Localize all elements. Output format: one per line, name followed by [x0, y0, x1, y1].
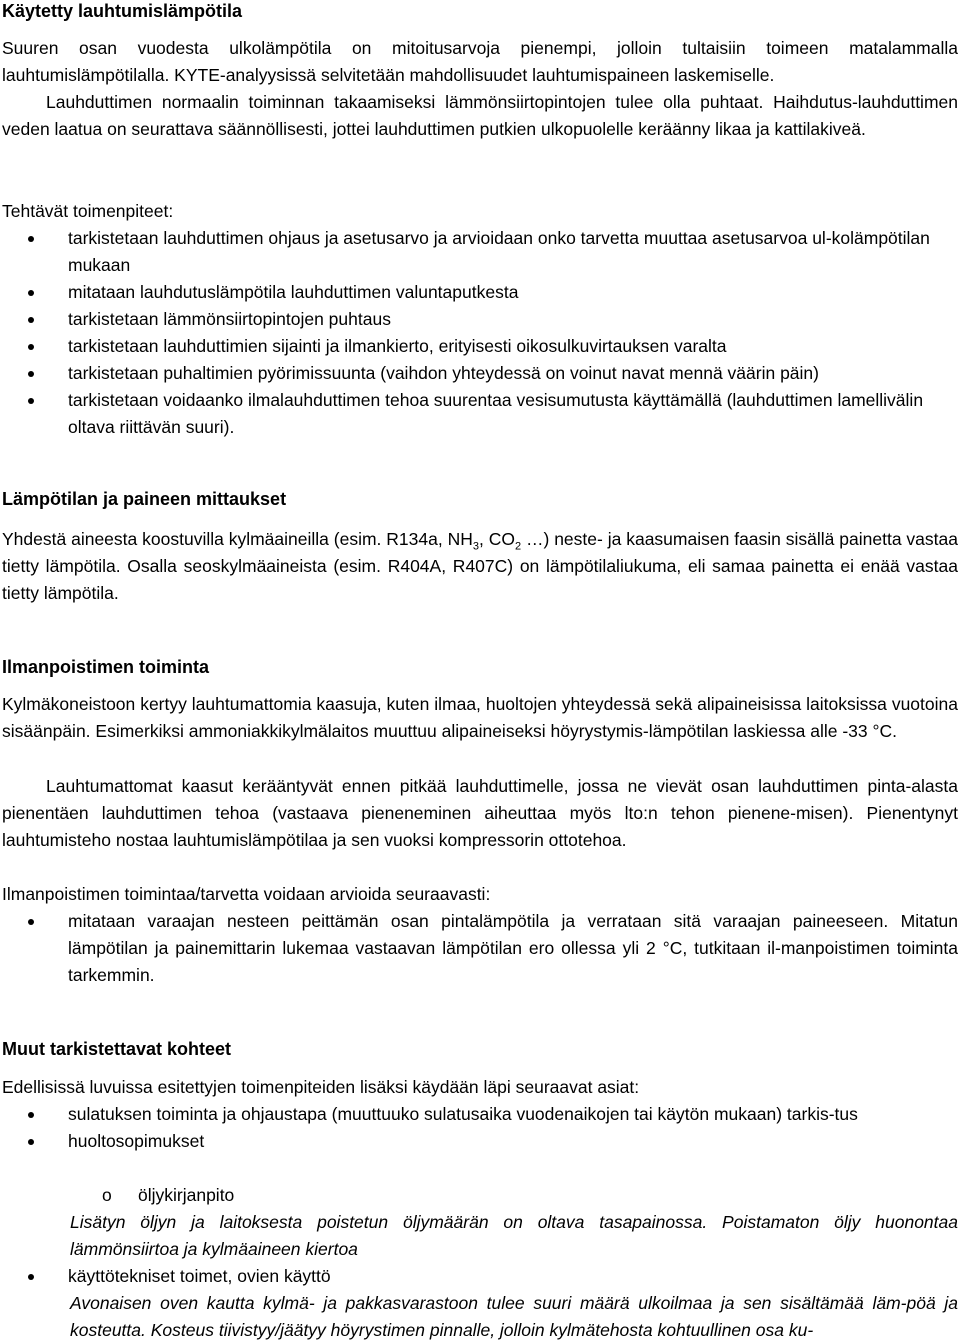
list-item: tarkistetaan lämmönsiirtopintojen puhtaus — [2, 306, 958, 333]
sub-item-oil-log — [2, 1182, 960, 1209]
list-item: sulatuksen toiminta ja ohjaustapa (muuttuuko sulatusaika vuodenaikojen tai käytön mukaan) tarkis-tus — [2, 1101, 958, 1128]
air-purger-list — [2, 908, 958, 989]
paragraph-refrigerants: Yhdestä aineesta koostuvilla kylmäaineilla (esim. R134a, $NH_3$, $CO_2$ …) neste- ja kaasumaisen faasin sisällä painetta vastaa tietty lämpötila. Osalla seoskylmäaineista (esim. R404A, R407C) on lämpötilaliukuma, eli samaa painetta ei enää vastaa tietty lämpötila. — [2, 529, 958, 603]
paragraph-condensing-intro: Suuren osan vuodesta ulkolämpötila on mitoitusarvoja pienempi, jolloin tultaisiin toimeen matalammalla lauhtumislämpötilalla. KYTE-analyysissä selvitetään mahdollisuudet lauhtumispaineen laskemiselle. — [2, 38, 958, 85]
list-item: mitataan varaajan nesteen peittämän osan pintalämpötila ja verrataan sitä varaajan paineeseen. Mitatun lämpötilan ja painemittarin lukemaa vastaavan lämpötilan ero ollessa yli 2 °C, tutkitaan il-manpoistimen toiminta tarkemmin. — [2, 908, 958, 989]
list-item: tarkistetaan lauhduttimen ohjaus ja asetusarvo ja arvioidaan onko tarvetta muuttaa asetusarvoa ul-kolämpötilan mukaan — [2, 225, 958, 279]
other-checks-intro: Edellisissä luvuissa esitettyjen toimenpiteiden lisäksi käydään läpi seuraavat asiat: — [2, 1077, 640, 1097]
list-item: huoltosopimukset — [2, 1128, 958, 1155]
paragraph-heat-transfer: Lauhduttimen normaalin toiminnan takaamiseksi lämmönsiirtopintojen tulee olla puhtaat. Haihdutus-lauhduttimen veden laatua on seurattava säännöllisesti, jottei lauhduttimen putkien ulkopuolelle keräänny likaa ja kattilakiveä. — [2, 92, 958, 139]
list-item: tarkistetaan voidaanko ilmalauhduttimen tehoa suurentaa vesisumutusta käyttämällä (lauhduttimen lamellivälin oltava riittävän suuri). — [2, 387, 958, 441]
other-checks-list-2 — [2, 1263, 958, 1290]
list-item: käyttötekniset toimet, ovien käyttö — [2, 1263, 958, 1290]
heading-temperature-pressure: Lämpötilan ja paineen mittaukset — [2, 489, 287, 509]
list-item: mitataan lauhdutuslämpötila lauhduttimen valuntaputkesta — [2, 279, 958, 306]
note-oil-balance: Lisätyn öljyn ja laitoksesta poistetun öljymäärän on oltava tasapainossa. Poistamaton öljy huonontaa lämmönsiirtoa ja kylmäaineen kiertoa — [70, 1212, 958, 1259]
tasks-intro: Tehtävät toimenpiteet: — [2, 201, 174, 221]
sub-item-label: öljykirjanpito — [138, 1185, 235, 1205]
heading-air-purger: Ilmanpoistimen toiminta — [2, 657, 210, 677]
heading-condensing-temperature: Käytetty lauhtumislämpötila — [2, 1, 243, 21]
heading-other-checks: Muut tarkistettavat kohteet — [2, 1039, 232, 1059]
note-door-usage: Avonaisen oven kautta kylmä- ja pakkasvarastoon tulee suuri määrä ulkoilmaa ja sen sisältämää läm-pöä ja kosteutta. Kosteus tiivistyy/jäätyy höyrystimen pinnalle, jolloin kylmätehosta kohtuullinen osa ku- — [70, 1293, 958, 1340]
list-item: tarkistetaan puhaltimien pyörimissuunta (vaihdon yhteydessä on voinut navat mennä väärin päin) — [2, 360, 958, 387]
paragraph-condenser-effect: Lauhtumattomat kaasut kerääntyvät ennen pitkää lauhduttimelle, jossa ne vievät osan lauhduttimen pinta-alasta pienentäen lauhduttimen tehoa (vastaava pieneneminen aiheuttaa myös lto:n tehon pienene-misen). Pienentynyt lauhtumisteho nostaa lauhtumislämpötilaa ja sen vuoksi kompressorin ottotehoa. — [2, 776, 958, 850]
other-checks-list — [2, 1101, 958, 1155]
air-purger-intro: Ilmanpoistimen toimintaa/tarvetta voidaan arvioida seuraavasti: — [2, 884, 491, 904]
list-item: tarkistetaan lauhduttimien sijainti ja ilmankierto, erityisesti oikosulkuvirtauksen varalta — [2, 333, 958, 360]
sub-bullet-marker: o — [102, 1185, 112, 1205]
paragraph-noncondensables: Kylmäkoneistoon kertyy lauhtumattomia kaasuja, kuten ilmaa, huoltojen yhteydessä sekä alipaineisissa laitoksissa vuotoina sisäänpäin. Esimerkiksi ammoniakkikylmälaitos muuttuu alipaineiseksi höyrystymis-lämpötilan laskiessa alle -33 °C. — [2, 694, 958, 741]
tasks-list — [2, 225, 958, 441]
